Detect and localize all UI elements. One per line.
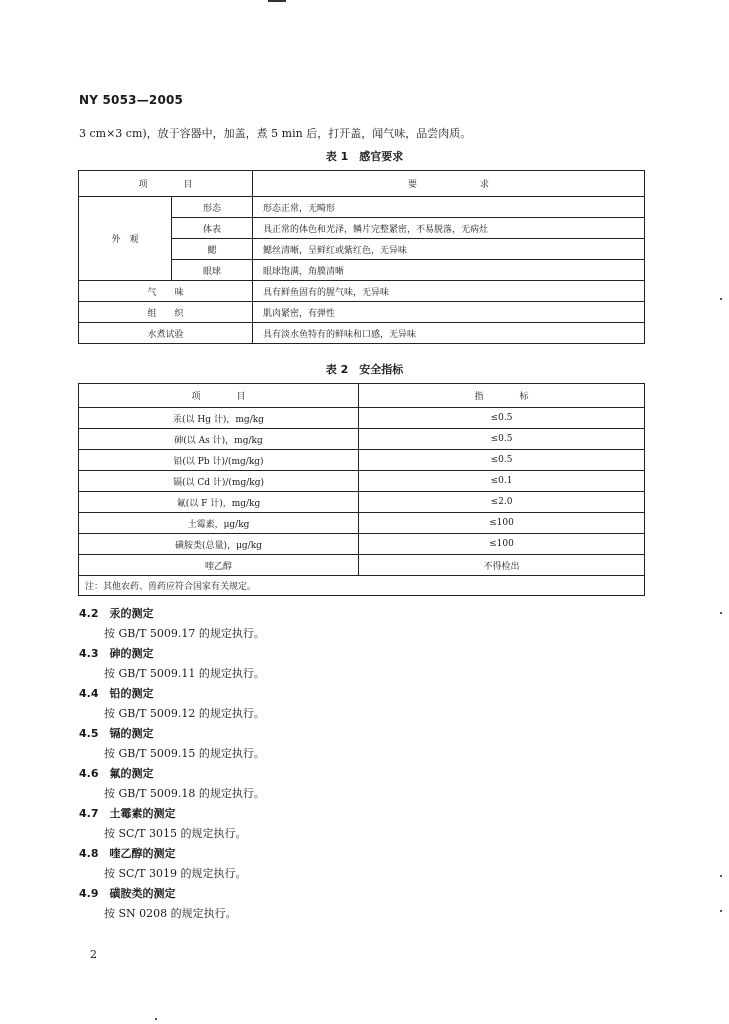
section-heading-4-7	[79, 805, 176, 821]
section-heading-4-3	[79, 645, 154, 661]
row-item: 水煮试验	[79, 323, 253, 344]
table-row	[79, 534, 645, 555]
row-requirement: 眼球饱满，角膜清晰	[253, 260, 645, 281]
section-number: 4.7	[79, 807, 99, 820]
section-heading-4-2	[79, 605, 154, 621]
table-row	[79, 492, 645, 513]
row-item: 汞(以 Hg 计)，mg/kg	[79, 408, 359, 429]
group-label-appearance: 外 观	[79, 197, 172, 281]
safety-indicators-table	[78, 383, 645, 596]
row-item: 镉(以 Cd 计)/(mg/kg)	[79, 471, 359, 492]
scan-speck	[720, 875, 722, 877]
row-item: 形态	[172, 197, 253, 218]
section-title: 磺胺类的测定	[109, 887, 176, 900]
row-value: ≤2.0	[359, 492, 645, 513]
row-value: ≤0.1	[359, 471, 645, 492]
table2-caption: 表 2 安全指标	[325, 363, 404, 376]
section-number: 4.3	[79, 647, 99, 660]
section-title: 氟的测定	[109, 767, 154, 780]
section-body-4-8: 按 SC/T 3019 的规定执行。	[104, 867, 247, 880]
section-title: 砷的测定	[109, 647, 154, 660]
header-item: 项 目	[79, 384, 359, 408]
section-number: 4.9	[79, 887, 99, 900]
section-heading-4-4	[79, 685, 154, 701]
scan-speck	[720, 298, 722, 300]
section-number: 4.2	[79, 607, 99, 620]
table-row	[79, 513, 645, 534]
section-body-4-3: 按 GB/T 5009.11 的规定执行。	[104, 667, 265, 680]
row-requirement: 具正常的体色和光泽，鳞片完整紧密，不易脱落，无病灶	[253, 218, 645, 239]
intro-continuation: 3 cm×3 cm)，放于容器中，加盖，煮 5 min 后，打开盖，闻气味，品尝肉质。	[79, 127, 472, 140]
row-item: 土霉素，μg/kg	[79, 513, 359, 534]
row-requirement: 肌肉紧密，有弹性	[253, 302, 645, 323]
scan-speck	[720, 910, 722, 912]
table-row	[79, 197, 645, 218]
section-body-4-4: 按 GB/T 5009.12 的规定执行。	[104, 707, 265, 720]
row-item: 砷(以 As 计)，mg/kg	[79, 429, 359, 450]
table-row	[79, 429, 645, 450]
row-requirement: 具有淡水鱼特有的鲜味和口感，无异味	[253, 323, 645, 344]
table-row	[79, 302, 645, 323]
section-title: 土霉素的测定	[109, 807, 176, 820]
page-number: 2	[90, 948, 97, 961]
section-body-4-9: 按 SN 0208 的规定执行。	[104, 907, 237, 920]
header-item: 项 目	[79, 171, 253, 197]
row-value: ≤100	[359, 513, 645, 534]
row-item: 喹乙醇	[79, 555, 359, 576]
header-value: 指 标	[359, 384, 645, 408]
section-body-4-2: 按 GB/T 5009.17 的规定执行。	[104, 627, 265, 640]
row-value: ≤0.5	[359, 429, 645, 450]
scan-speck	[720, 612, 722, 614]
table1-caption: 表 1 感官要求	[325, 150, 404, 163]
row-requirement: 具有鲜鱼固有的腥气味，无异味	[253, 281, 645, 302]
section-title: 镉的测定	[109, 727, 154, 740]
row-item: 眼球	[172, 260, 253, 281]
table-header-row	[79, 171, 645, 197]
row-value: ≤0.5	[359, 450, 645, 471]
row-item: 氟(以 F 计)，mg/kg	[79, 492, 359, 513]
section-heading-4-6	[79, 765, 154, 781]
section-heading-4-8	[79, 845, 176, 861]
document-code: NY 5053—2005	[79, 93, 184, 107]
section-number: 4.6	[79, 767, 99, 780]
table-row	[79, 281, 645, 302]
row-item: 组 织	[79, 302, 253, 323]
section-body-4-5: 按 GB/T 5009.15 的规定执行。	[104, 747, 265, 760]
section-title: 汞的测定	[109, 607, 154, 620]
section-body-4-6: 按 GB/T 5009.18 的规定执行。	[104, 787, 265, 800]
section-heading-4-5	[79, 725, 154, 741]
section-title: 喹乙醇的测定	[109, 847, 176, 860]
row-value: ≤100	[359, 534, 645, 555]
section-title: 铅的测定	[109, 687, 154, 700]
row-value: 不得检出	[359, 555, 645, 576]
row-value: ≤0.5	[359, 408, 645, 429]
header-requirement: 要 求	[253, 171, 645, 197]
section-heading-4-9	[79, 885, 176, 901]
sensory-requirements-table	[78, 170, 645, 344]
table-row	[79, 555, 645, 576]
row-requirement: 形态正常，无畸形	[253, 197, 645, 218]
table-note: 注：其他农药、兽药应符合国家有关规定。	[79, 576, 645, 596]
section-number: 4.5	[79, 727, 99, 740]
top-scan-mark	[268, 0, 286, 2]
table-row	[79, 450, 645, 471]
row-item: 磺胺类(总量)，μg/kg	[79, 534, 359, 555]
table-row	[79, 471, 645, 492]
row-item: 气 味	[79, 281, 253, 302]
section-number: 4.4	[79, 687, 99, 700]
section-number: 4.8	[79, 847, 99, 860]
section-body-4-7: 按 SC/T 3015 的规定执行。	[104, 827, 247, 840]
row-item: 鳃	[172, 239, 253, 260]
row-item: 体表	[172, 218, 253, 239]
row-item: 铅(以 Pb 计)/(mg/kg)	[79, 450, 359, 471]
table-row	[79, 323, 645, 344]
table-note-row	[79, 576, 645, 596]
table-row	[79, 408, 645, 429]
row-requirement: 鳃丝清晰，呈鲜红或紫红色，无异味	[253, 239, 645, 260]
scan-speck	[155, 1018, 157, 1020]
table-header-row	[79, 384, 645, 408]
